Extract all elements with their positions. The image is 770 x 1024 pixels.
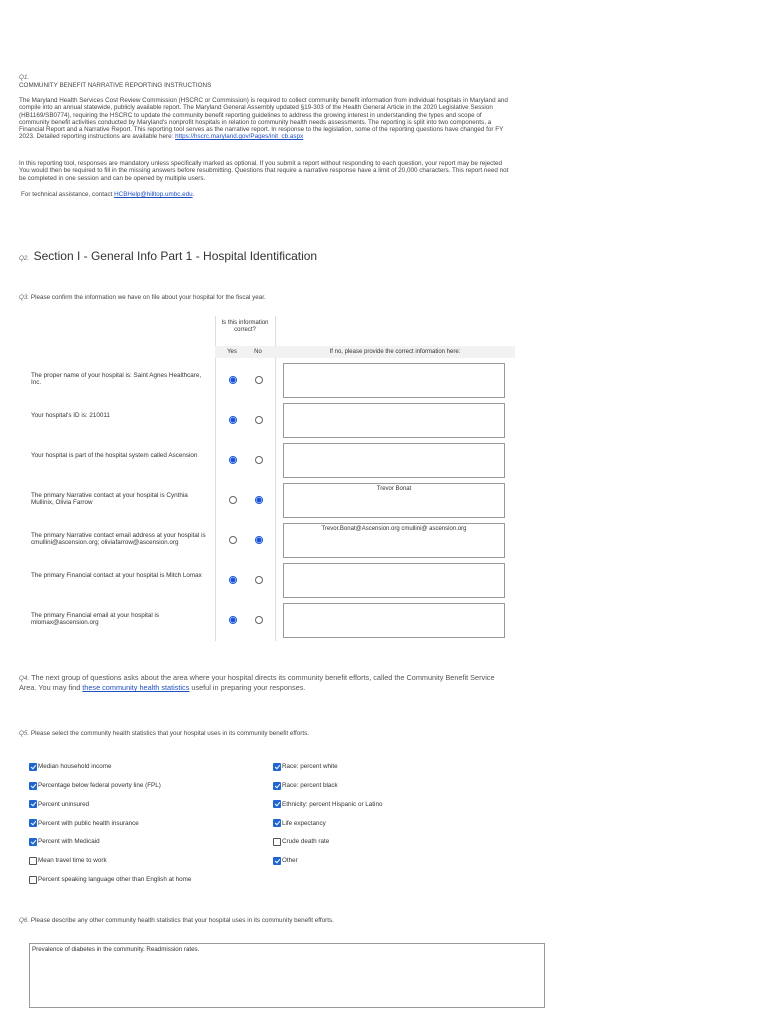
- checkbox-checked-icon[interactable]: [273, 857, 281, 865]
- stat-option-label: Race: percent black: [282, 782, 338, 790]
- stat-option[interactable]: [29, 833, 100, 851]
- checkbox-checked-icon[interactable]: [29, 763, 37, 771]
- checkbox-checked-icon[interactable]: [29, 819, 37, 827]
- checkbox-checked-icon[interactable]: [29, 800, 37, 808]
- checkbox-checked-icon[interactable]: [273, 763, 281, 771]
- checkbox-unchecked-icon[interactable]: [29, 876, 37, 884]
- radio-yes[interactable]: [229, 616, 237, 624]
- q1-paragraph-3: [21, 191, 511, 198]
- radio-no[interactable]: [255, 416, 263, 424]
- stat-option-label: Percent with public health insurance: [38, 819, 139, 827]
- q3-number: Q3.: [19, 294, 30, 301]
- stat-option-label: Mean travel time to work: [38, 857, 107, 865]
- q5-prompt: [19, 730, 309, 737]
- hospital-info-matrix: [25, 316, 515, 641]
- instructions-link[interactable]: https://hscrc.maryland.gov/Pages/init_cb.aspx: [175, 133, 304, 141]
- matrix-row-label: The primary Financial email at your hospital is mlomax@ascension.org: [31, 612, 160, 627]
- stat-option-label: Percent uninsured: [38, 800, 90, 808]
- correction-text: Trevor Bonat: [376, 486, 412, 492]
- stat-option[interactable]: [273, 777, 338, 795]
- checkbox-checked-icon[interactable]: [273, 782, 281, 790]
- q2-number: Q2.: [19, 255, 30, 262]
- stat-option-label: Race: percent white: [282, 763, 338, 771]
- stat-option-label: Life expectancy: [282, 819, 326, 827]
- checkbox-checked-icon[interactable]: [273, 800, 281, 808]
- radio-yes[interactable]: [229, 376, 237, 384]
- matrix-divider-right: [275, 316, 276, 641]
- radio-yes[interactable]: [229, 576, 237, 584]
- q5-prompt-text: Please select the community health statistics that your hospital uses in its community benefit efforts.: [30, 730, 310, 737]
- stat-option[interactable]: [29, 796, 89, 814]
- q6-number: Q6.: [19, 917, 30, 924]
- stat-option-label: Median household income: [38, 763, 112, 771]
- q6-prompt: [19, 917, 334, 924]
- correction-input[interactable]: [283, 443, 505, 478]
- matrix-divider-left: [215, 316, 216, 641]
- stat-option-label: Other: [282, 857, 298, 865]
- matrix-row-label: The primary Narrative contact at your hospital is Cynthia Mullinix, Olivia Farrow: [31, 492, 188, 507]
- q4-number: Q4.: [19, 675, 30, 682]
- stat-option[interactable]: [29, 814, 139, 832]
- checkbox-unchecked-icon[interactable]: [29, 857, 37, 865]
- q3-prompt-text: Please confirm the information we have on file about your hospital for the fiscal year.: [30, 294, 266, 301]
- stat-option[interactable]: [273, 852, 298, 870]
- stat-option[interactable]: [273, 796, 382, 814]
- matrix-row-label: The primary Financial contact at your hospital is Mitch Lomax: [31, 572, 202, 579]
- section-heading: [19, 247, 317, 265]
- radio-yes[interactable]: [229, 536, 237, 544]
- stat-option-label: Percent with Medicaid: [38, 838, 100, 846]
- q5-number: Q5.: [19, 730, 30, 737]
- q1-paragraph-1: [19, 97, 509, 141]
- radio-yes[interactable]: [229, 456, 237, 464]
- other-stats-textarea[interactable]: [29, 943, 545, 1008]
- yes-column-header: Yes: [227, 349, 237, 355]
- matrix-row-label: Your hospital is part of the hospital system called Ascension: [31, 452, 198, 459]
- stat-option[interactable]: [29, 777, 161, 795]
- q1-number: Q1.: [19, 74, 30, 81]
- radio-no[interactable]: [255, 376, 263, 384]
- q6-prompt-text: Please describe any other community health statistics that your hospital uses in its community benefit efforts.: [30, 917, 334, 924]
- matrix-row-label: The primary Narrative contact email address at your hospital is cmullini@ascension.org; oliviafarrow@ascension.org: [31, 532, 206, 547]
- correction-input[interactable]: [283, 483, 505, 518]
- checkbox-checked-icon[interactable]: [273, 819, 281, 827]
- stat-option-label: Crude death rate: [282, 838, 330, 846]
- community-stats-link[interactable]: these community health statistics: [82, 683, 190, 693]
- correction-input[interactable]: [283, 403, 505, 438]
- stat-option[interactable]: [29, 758, 112, 776]
- q4-text: [19, 673, 499, 692]
- radio-no[interactable]: [255, 536, 263, 544]
- help-email-link[interactable]: HCBHelp@hilltop.umbc.edu: [114, 191, 193, 198]
- q3-prompt: [19, 294, 266, 301]
- stat-option-label: Ethnicity: percent Hispanic or Latino: [282, 800, 383, 808]
- stat-option[interactable]: [273, 758, 338, 776]
- correction-column-header: If no, please provide the correct information here:: [329, 349, 461, 355]
- q4-text-1: The next group of questions asks about the area where your hospital directs its community benefit efforts, called the Community Benefit Service Area. You may find: [19, 673, 495, 693]
- matrix-row-label: The proper name of your hospital is: Saint Agnes Healthcare, Inc.: [31, 372, 202, 387]
- correction-text: Trevor.Bonat@Ascension.org cmullini@ ascension.org: [321, 526, 467, 532]
- correction-input[interactable]: [283, 523, 505, 558]
- correction-input[interactable]: [283, 563, 505, 598]
- correct-column-header: Is this information correct?: [221, 320, 269, 334]
- tech-assist-suffix: .: [192, 191, 195, 198]
- radio-no[interactable]: [255, 496, 263, 504]
- correction-input[interactable]: [283, 363, 505, 398]
- radio-yes[interactable]: [229, 416, 237, 424]
- no-column-header: No: [254, 349, 262, 355]
- tech-assist-text: For technical assistance, contact: [21, 191, 115, 198]
- radio-yes[interactable]: [229, 496, 237, 504]
- checkbox-checked-icon[interactable]: [29, 838, 37, 846]
- q1-paragraph-2: In this reporting tool, responses are mandatory unless specifically marked as optional. If you submit a report without responding to each question, your report may be rejected You would then be required to fill in the missing answers before resubmitting. Questions that require a narrative response have a limit of 20,000 characters. This report need not be completed in one session and can be opened by multiple users.: [19, 160, 509, 182]
- q1-paragraph-1-text: The Maryland Health Services Cost Review Commission (HSCRC or Commission) is required to collect community benefit information from individual hospitals in Maryland and compile into an annual statewide, publicly available report. The Maryland General Assembly updated §19-303 of the Health General Article in the 2020 Legislative Session (HB1169/SB0774), requiring the HSCRC to update the community benefit reporting guidelines to address the growing interest in understanding the types and scope of community benefit activities conducted by Maryland's nonprofit hospitals in relation to community health needs assessments. The reporting is split into two components, a Financial Report and a Narrative Report. This reporting tool serves as the narrative report. In response to the legislation, some of the reporting questions have changed for FY 2023. Detailed reporting instructions are available here:: [19, 97, 508, 141]
- stat-option[interactable]: [273, 833, 329, 851]
- other-stats-text: Prevalence of diabetes in the community. Readmission rates.: [32, 946, 200, 953]
- radio-no[interactable]: [255, 576, 263, 584]
- radio-no[interactable]: [255, 456, 263, 464]
- checkbox-checked-icon[interactable]: [29, 782, 37, 790]
- stat-option-label: Percent speaking language other than English at home: [38, 876, 192, 884]
- radio-no[interactable]: [255, 616, 263, 624]
- stat-option[interactable]: [29, 852, 107, 870]
- matrix-row-label: Your hospital's ID is: 210011: [31, 412, 110, 419]
- checkbox-unchecked-icon[interactable]: [273, 838, 281, 846]
- q1-heading: COMMUNITY BENEFIT NARRATIVE REPORTING INSTRUCTIONS: [19, 82, 212, 89]
- section-title: Section I - General Info Part 1 - Hospital Identification: [33, 249, 318, 263]
- stat-option-label: Percentage below federal poverty line (FPL): [38, 782, 161, 790]
- q4-text-2: useful in preparing your responses.: [189, 683, 306, 693]
- stat-option[interactable]: [273, 814, 326, 832]
- correction-input[interactable]: [283, 603, 505, 638]
- stat-option[interactable]: [29, 871, 191, 889]
